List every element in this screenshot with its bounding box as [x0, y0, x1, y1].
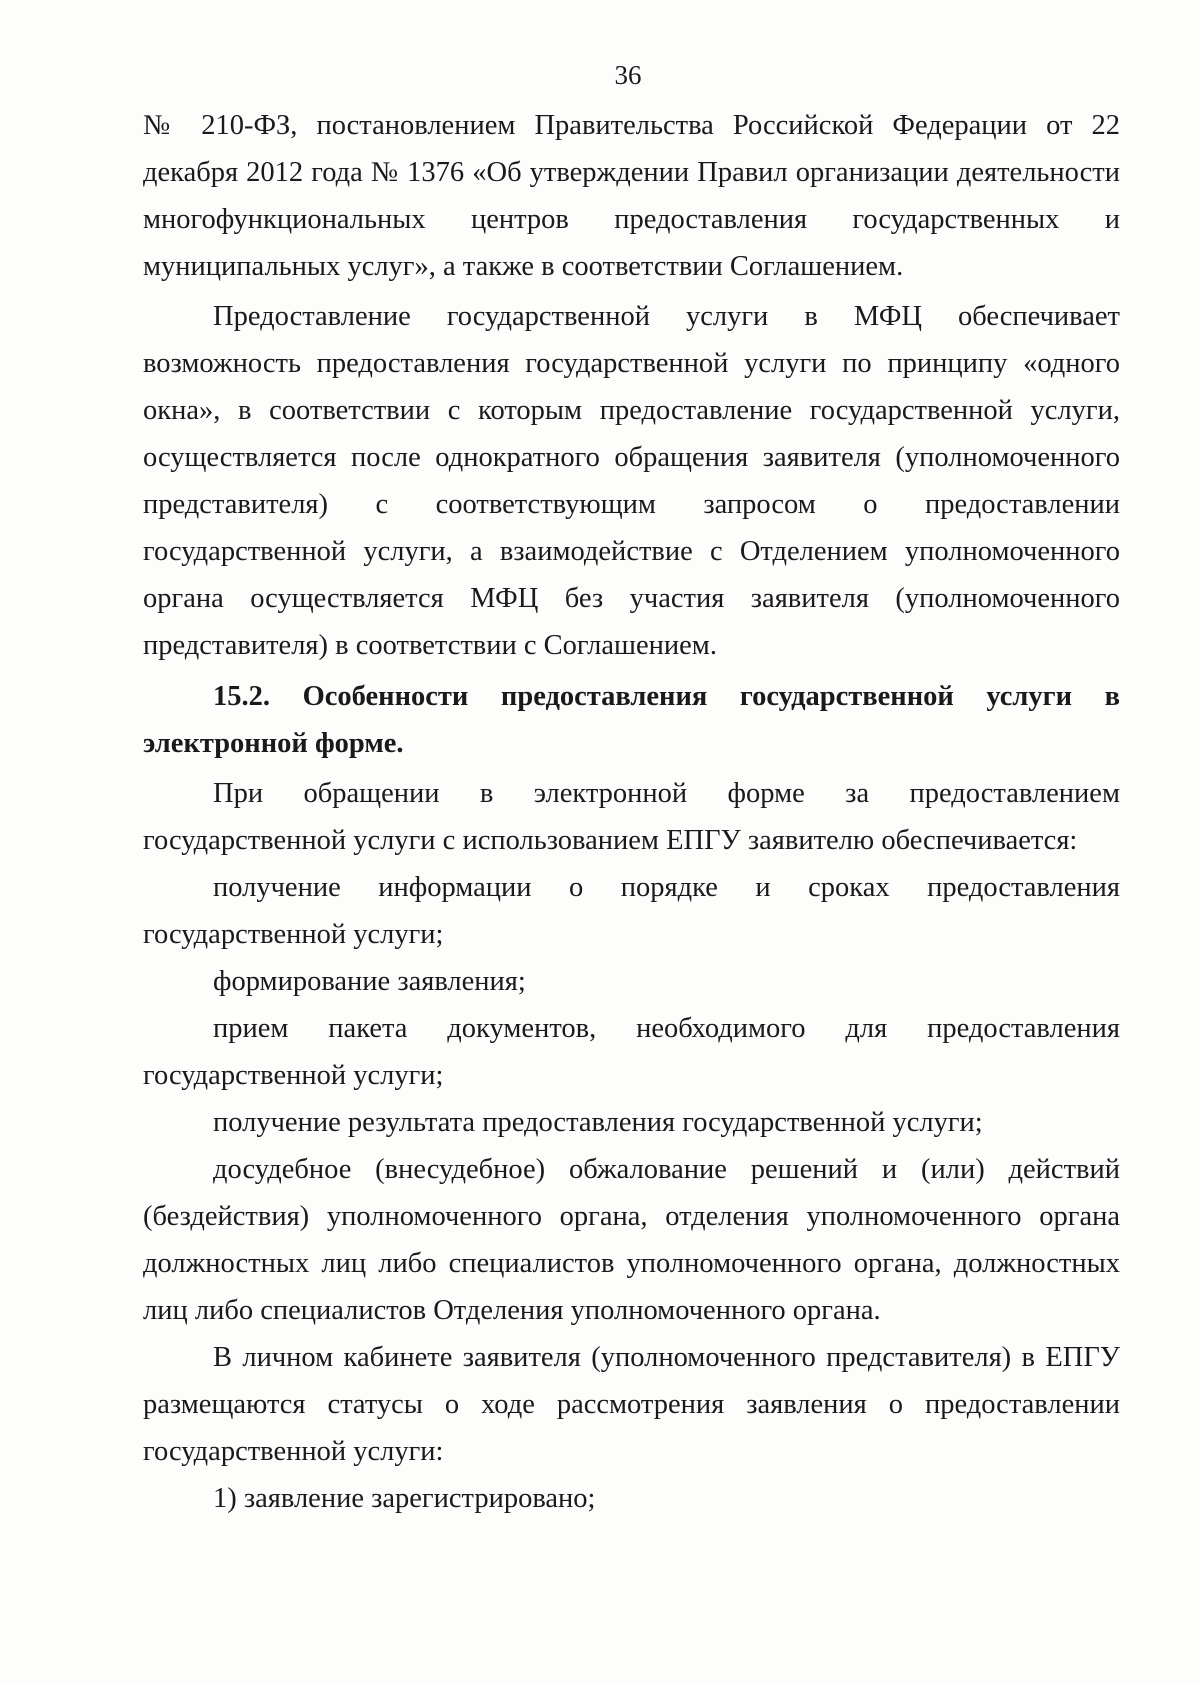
- list-item-result: получение результата предоставления государственной услуги;: [213, 1107, 983, 1138]
- paragraph-continuation: № 210-ФЗ, постановлением Правительства Российской Федерации от 22 декабря 2012 года № 1376 «Об утверждении Правил организации деятельности многофункциональных центров предоставления государственных и муниципальных услуг», а также в соответствии Соглашением.: [143, 110, 1120, 282]
- list-item-information: получение информации о порядке и сроках предоставления государственной услуги;: [143, 872, 1120, 950]
- section-heading-15-2: 15.2. Особенности предоставления государственной услуги в электронной форме.: [143, 681, 1120, 759]
- paragraph-mfc-service: Предоставление государственной услуги в МФЦ обеспечивает возможность предоставления государственной услуги по принципу «одного окна», в соответствии с которым предоставление государственной услуги, осуществляется после однократного обращения заявителя (уполномоченного представителя) с соответствующим запросом о предоставлении государственной услуги, а взаимодействие с Отделением уполномоченного органа осуществляется МФЦ без участия заявителя (уполномоченного представителя) в соответствии с Соглашением.: [143, 301, 1120, 661]
- paragraph-personal-account: В личном кабинете заявителя (уполномоченного представителя) в ЕПГУ размещаются статусы о ходе рассмотрения заявления о предоставлении государственной услуги:: [143, 1342, 1120, 1467]
- list-item-appeal: досудебное (внесудебное) обжалование решений и (или) действий (бездействия) уполномоченного органа, отделения уполномоченного органа должностных лиц либо специалистов уполномоченного органа, должностных лиц либо специалистов Отделения уполномоченного органа.: [143, 1154, 1120, 1326]
- document-body: [143, 102, 1120, 1522]
- page-number: 36: [614, 60, 642, 90]
- list-item-documents: прием пакета документов, необходимого для предоставления государственной услуги;: [143, 1013, 1120, 1091]
- status-item-registered: 1) заявление зарегистрировано;: [213, 1483, 596, 1514]
- paragraph-electronic-form: При обращении в электронной форме за предоставлением государственной услуги с использованием ЕПГУ заявителю обеспечивается:: [143, 778, 1120, 856]
- list-item-application: формирование заявления;: [213, 966, 526, 997]
